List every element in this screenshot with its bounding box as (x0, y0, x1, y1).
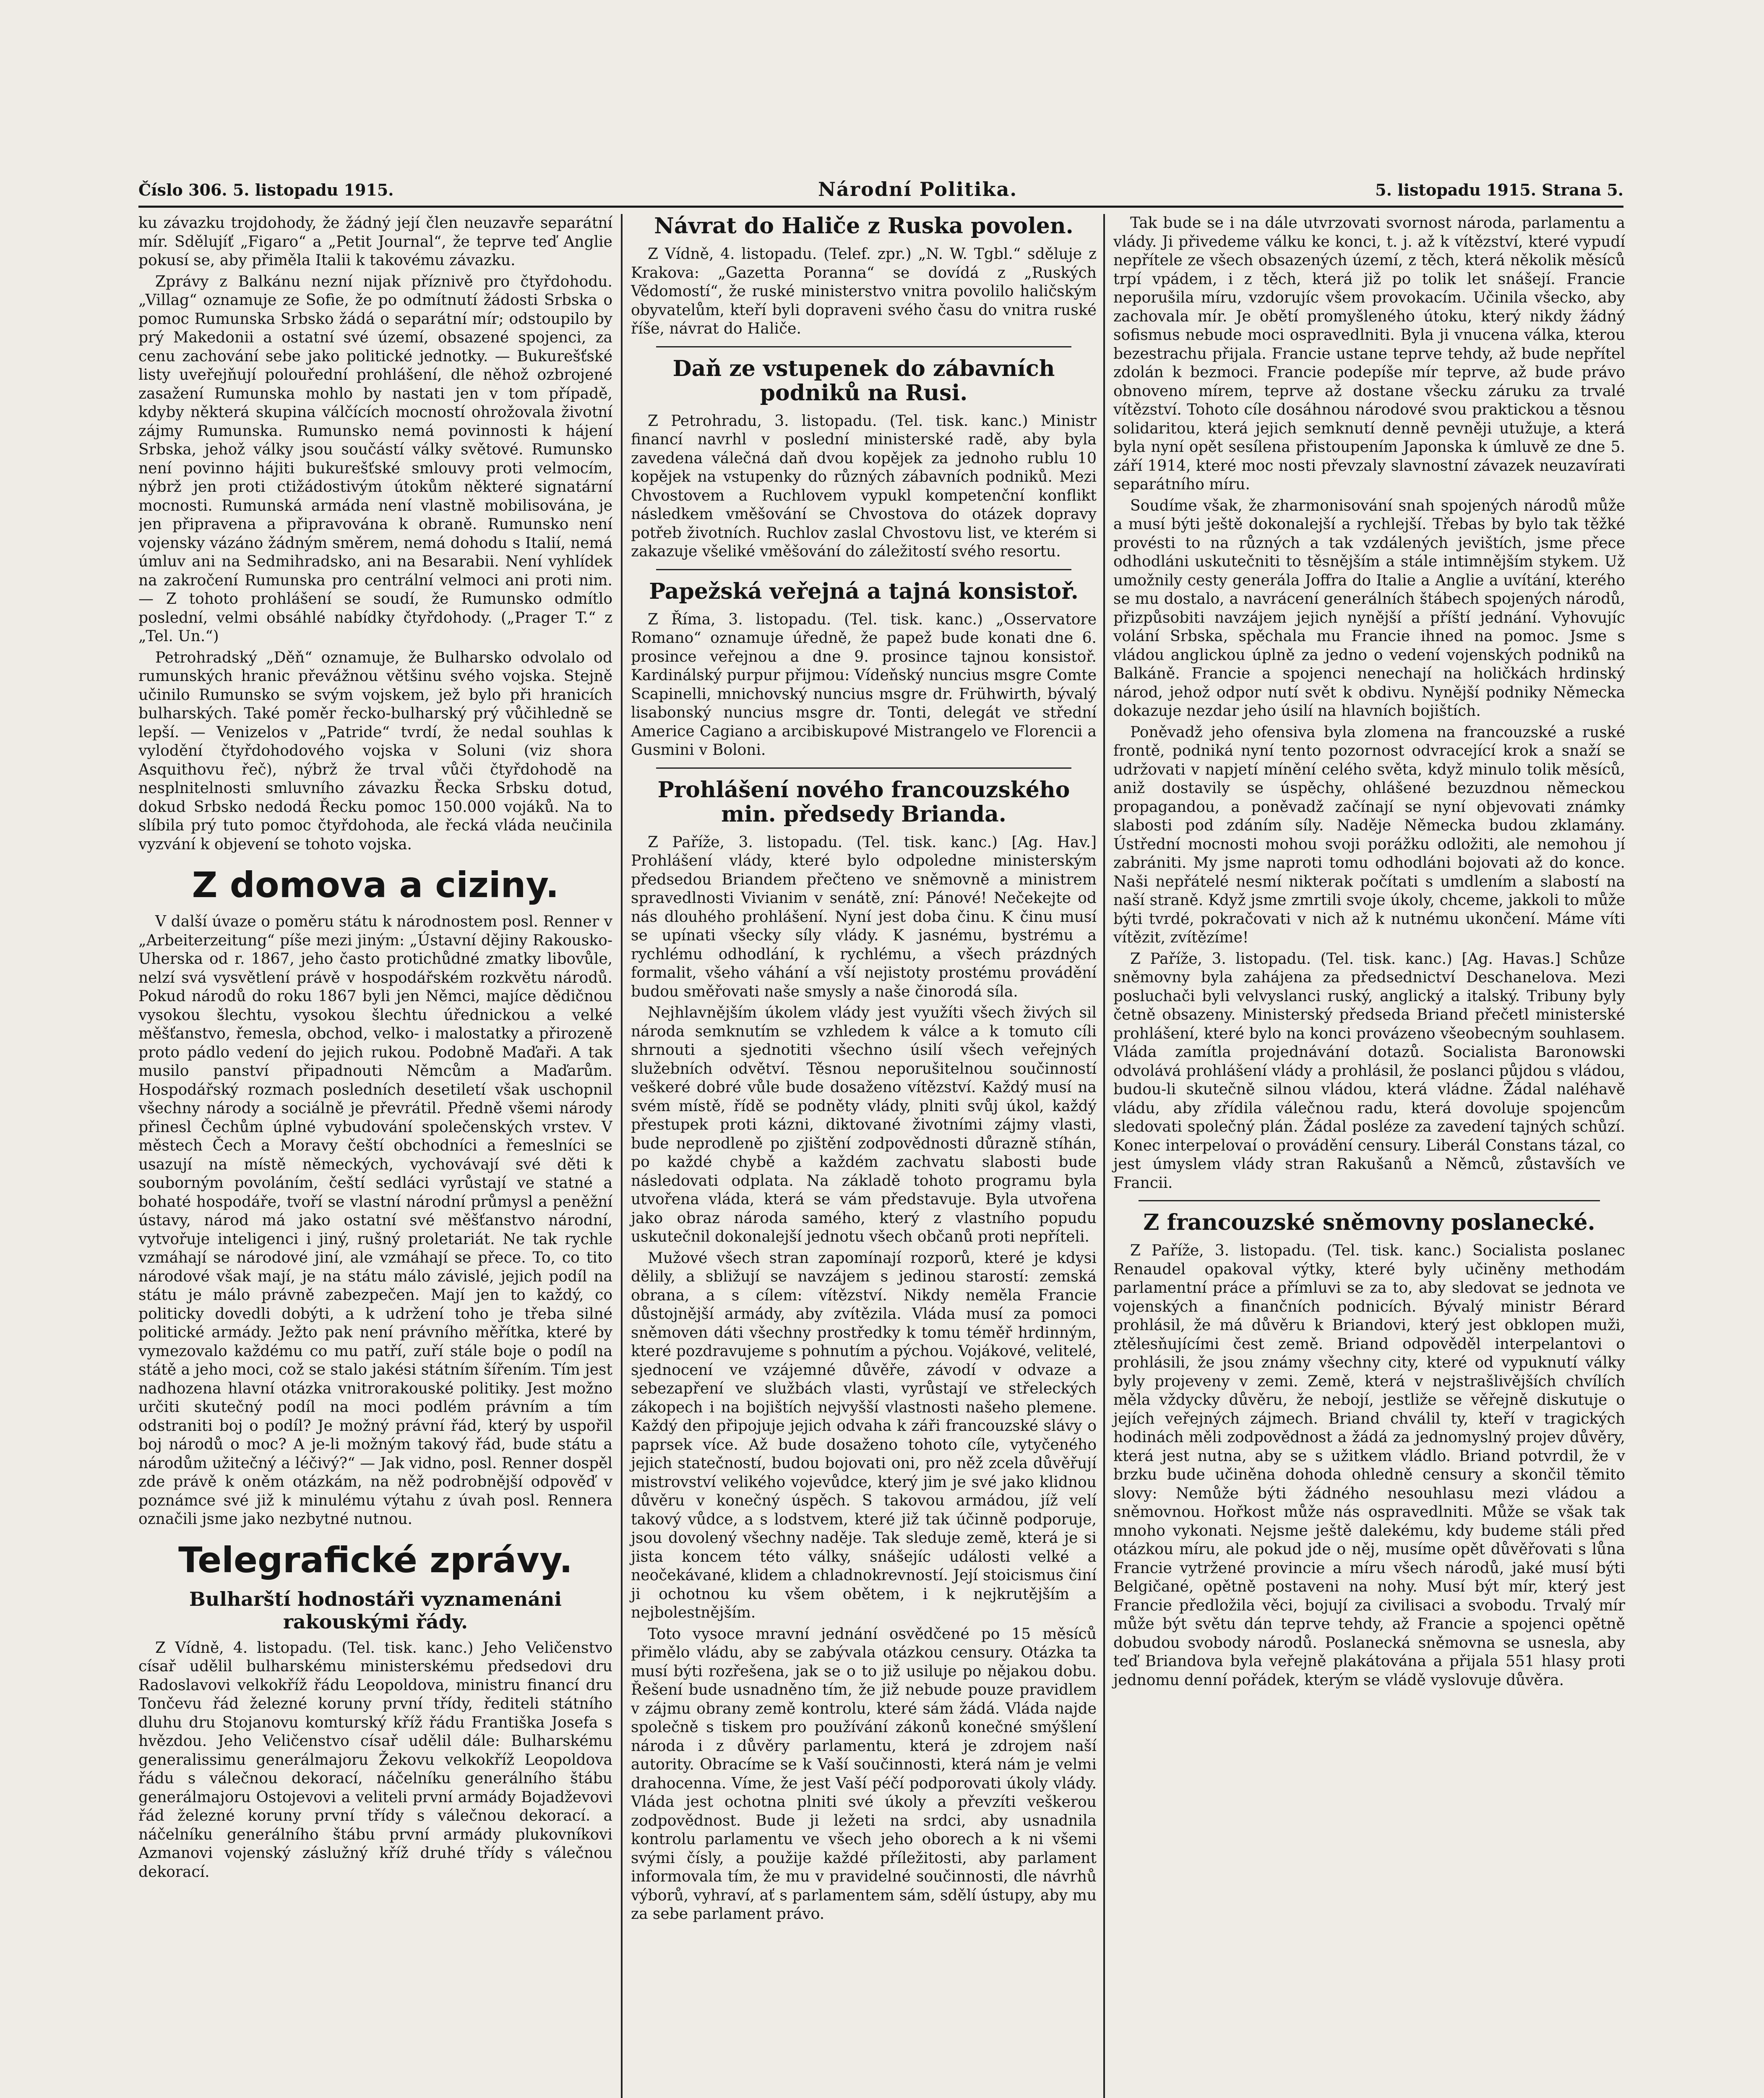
column-1 (138, 214, 612, 2098)
article-paragraph: Z Petrohradu, 3. listopadu. (Tel. tisk. kanc.) Ministr financí navrhl v poslední ministerské radě, aby byla zavedena válečná daň dvou kopějek za jednoho rublu 10 kopějek na vstupenky do různých zábavních podniků. Mezi Chvostovem a Ruchlovem vypukl kompetenční konflikt následkem vměšování se Chvostova do otázek dopravy potřeb životních. Ruchlov zaslal Chvostovu list, ve kterém si zakazuje všeliké vměšování do záležitostí svého resortu. (631, 412, 1097, 560)
article-paragraph: Z Vídně, 4. listopadu. (Telef. zpr.) „N. W. Tgbl.“ sděluje z Krakova: „Gazetta Poranna“ se dovídá z „Ruských Vědomostí“, že ruské ministerstvo vnitra povolilo haličským obyvatelům, kteří byli dopraveni svého času do vnitra ruské říše, návrat do Haliče. (631, 245, 1097, 337)
article-headline: Prohlášení nového francouzského min. předsedy Brianda. (657, 777, 1070, 827)
section-heading: Z domova a ciziny. (192, 864, 559, 905)
article-headline: Daň ze vstupenek do zábavních podniků na Rusi. (672, 355, 1055, 406)
article-paragraph: Mužové všech stran zapomínají rozporů, které je kdysi dělily, a sbližují se navzájem s jedinou starostí: zemská obrana, a s cílem: vítězství. Nikdy neměla Francie důstojnější armády, aby zvítězila. Vláda musí za pomoci sněmoven dáti všechny prostředky k tomu téměř hrdinným, které pozdravujeme s pohnutím a pýchou. Vojákové, velitelé, sjednocení ve vzájemné důvěře, závodí v odvaze a sebezapření ve službách vlasti, vyrůstají ve střeleckých zákopech i na bojištích nejvyšší vlastnosti našeho plemene. Každý den připojuje jejich odvaha k záři francouzské slávy o paprsek více. Až bude dosaženo tohoto cíle, vytyčeného jejich statečností, budou bojovati oni, pro něž zcela důvěřují mistrovství velikého vojevůdce, který jim je své jako klidnou důvěru v konečný úspěch. S takovou armádou, jíž velí takový vůdce, a s lodstvem, které již tak účinně podporuje, jsou dovolený všechny naděje. Tak sleduje země, která je si jista koncem této války, snášejíc události velké a neočekávané, klidem a chladnokrevností. Její stoicismus činí ji ochotnou ku všem obětem, i k nejkrutějším a nejbolestnějším. (631, 1249, 1097, 1621)
article-paragraph: Toto vysoce mravní jednání osvědčené po 15 měsíců přimělo vládu, aby se zabývala otázkou censury. Otázka ta musí býti rozřešena, jak se o to již usiluje po nějakou dobu. Řešení bude usnadněno tím, že již nebude pouze pravidlem v zájmu obrany země kontrolu, které sám žádá. Vláda najde společně s tiskem pro používání zákonů konečné smýšlení národa i z důvěry parlamentu, která je zdrojem naší autority. Obracíme se k Vaší součinnosti, která nám je velmi drahocenna. Víme, že jest Vaší péčí podporovati úkoly vlády. Vláda jest ochotna plniti své úkoly a převzíti veškerou zodpovědnost. Bude ji ležeti na srdci, aby usnadnila kontrolu parlamentu ve všech jeho oborech a k ni všemi svými čísly, a použije každé příležitosti, aby parlament informovala tím, že mu v pravidelné součinnosti, dle návrhů výborů, vyhraví, ať s parlamentem sám, sdělí ústupy, aby mu za sebe parlament právo. (631, 1625, 1097, 1923)
article-headline: Návrat do Haliče z Ruska povolen. (654, 214, 1074, 239)
article-paragraph: Petrohradský „Děň“ oznamuje, že Bulharsko odvolalo od rumunských hranic převážnou většinu svého vojska. Stejně učinilo Rumunsko se svým vojskem, jež bylo při hranicích bulharských. Také poměr řecko-bulharský prý vůčihledně se lepší. — Venizelos v „Patride“ tvrdí, že nedal souhlas k vylodění čtyřdohodového vojska v Soluni (viz shora Asquithovu řeč), nýbrž že trval vůči čtyřdohodě na nesplnitelnosti smluvního závazku Řecka Srbsku dotud, dokud Srbsko nedodá Řecku pomoc 150.000 vojáků. Na to slíbila prý tuto pomoc čtyřdohoda, ale řecká vláda neučinila vyzvání k objevení se tohoto vojska. (138, 649, 612, 853)
divider (1139, 1200, 1600, 1201)
article-paragraph: V další úvaze o poměru státu k národnostem posl. Renner v „Arbeiterzeitung“ píše mezi jiným: „Ústavní dějiny Rakousko-Uherska od r. 1867, jeho často protichůdné zmatky libovůle, nelzí svá vysvětlení právě v hospodářském rozkvětu národů. Pokud národů do roku 1867 byli jen Němci, majíce dědičnou vysokou šlechtu, vysokou šlechtu úřednickou a velké měšťanstvo, řemesla, obchod, velko- i malostatky a přirozeně proto pádlo vedení do jejich rukou. Podobně Maďaři. A tak musilo panství připadnouti Němcům a Maďarům. Hospodářský rozmach posledních desetiletí však uschopnil všechny národy a sociálně je převrátil. Předně všemi národy přinesl Čechům úplné vybudování společenských vrstev. V městech Čech a Moravy čeští obchodníci a řemeslníci se usazují na místě německých, vychovávají své děti k souborným povoláním, čeští sedláci vyrůstají ve statné a bohaté hospodáře, tvoří se vlastní národní průmysl a peněžní ústavy, národ má jako ostatní své měšťanstvo národní, vytvořuje inteligenci i jiný, rušný proletariát. Ne tak rychle vzmáhají se národové jiní, ale vzmáhají se přece. To, co tito národové však mají, je na státu málo závislé, jejich podíl na státu je málo právně zabezpečen. Mají jen to každý, co politicky dovedli dobýti, a k udržení toho je třeba silné politické armády. Ježto pak není právního měřítka, které by vymezovalo každému co mu patří, zuří stále boje o podíl na státě a jeho moci, což se stalo jakési státním šířením. Tím jest nadhozena hlavní otázka vnitrorakouské politiky. Jest možno určiti skutečný podíl na moci podlém právním a tím odstraniti boj o podíl? Je možný právní řád, který by uspořil boj národů o moc? A je-li možným takový řád, bude státu a národům užitečný a léčivý?“ — Jak vidno, posl. Renner dospěl zde právě k oněm otázkám, na něž podrobnější odpověď v poznámce své již k minulému výtahu z úvah posl. Rennera označili jsme jako nezbytné nutnou. (138, 913, 612, 1528)
article-headline: Bulharští hodnostáři vyznamenáni rakouskými řády. (189, 1587, 562, 1633)
article-headline: Z francouzské sněmovny poslanecké. (1143, 1210, 1595, 1235)
column-2 (621, 214, 1097, 2098)
article-paragraph: Nejhlavnějším úkolem vlády jest využíti všech živých sil národa semknutím se vzhledem k válce a k tomuto cíli shrnouti a sjednotiti všechno úsilí všech veřejných služebních odvětví. Těsnou neporušitelnou součinností veškeré dobré vůle bude dosaženo vítězství. Každý musí na svém místě, řídě se podněty vlády, plniti svůj úkol, každý přestupek proti kázni, diktované životními zájmy vlasti, bude neprodleně po zjištění zodpovědnosti důrazně stíhán, po každé chybě a každém zachvatu slabosti bude následovati odplata. Na základě tohoto programu byla utvořena vláda, která se vám představuje. Byla utvořena jako obraz národa samého, který z vlastního popudu uskutečnil dokonalejší jednotu všech občanů proti nepříteli. (631, 1004, 1097, 1245)
article-paragraph: Poněvadž jeho ofensiva byla zlomena na francouzské a ruské frontě, podniká nyní tento pozornost odvracející krok a snaží se udržovati v napjetí mínění celého světa, když minulo tolik měsíců, aniž dostavily se úspěchy, ohlášené bezuzdnou německou propagandou, a poněvadž začínají se nyní objevovati známky slabosti pod zdáním síly. Naděje Německa budou zklamány. Ústřední mocnosti mohou svoji porážku odložiti, ale nemohou jí zabrániti. My jsme naproti tomu odhodláni bojovati až do konce. Naši nepřátelé nesmí nikterak počítati s umdlením a slabostí na naší straně. Když jsme zmrtili svoje úkoly, chceme, jakkoli to může býti tvrdé, pokračovati v nich až k nutnému ukončení. Máme víti vítězit, zvítězíme! (1113, 723, 1625, 946)
article-paragraph: Z Paříže, 3. listopadu. (Tel. tisk. kanc.) [Ag. Havas.] Schůze sněmovny byla zahájena za předsednictví Deschanelova. Mezi posluchači byli velvyslanci ruský, anglický a italský. Tribuny byly četně obsazeny. Ministerský předseda Briand přečetl ministerské prohlášení, které bylo na konci provázeno všeobecným souhlasem. Vláda zamítla projednávání dotazů. Socialista Baronowski odvolává prohlášení vlády a prohlásil, že poslanci půjdou s vládou, budou-li skutečně silnou vládou, která vládne. Žádal naléhavě vládu, aby zřídila válečnou radu, která dovoluje spojencům sledovati společný plán. Žádal posléze za zavedení tajných schůzí. Konec interpelovaí o provádění censury. Liberál Constans tázal, co jest úmyslem vlády stran Rakušanů a Němců, zůstavších ve Francii. (1113, 950, 1625, 1192)
masthead: Národní Politika. (818, 178, 1018, 201)
column-3 (1103, 214, 1625, 2098)
issue-date: Číslo 306. 5. listopadu 1915. (138, 180, 394, 199)
divider (656, 767, 1071, 769)
page-header (138, 176, 1623, 208)
article-paragraph: Z Paříže, 3. listopadu. (Tel. tisk. kanc.) Socialista poslanec Renaudel opakoval výtky, které byly učiněny methodám parlamentní práce a přímluvi se za to, aby sledovat se jednota ve vojenských a finančních podnicích. Bývalý ministr Bérard prohlásil, že má důvěru k Briandovi, který jest obklopen muži, ztělesňujícími čest země. Briand odpověděl interpelantovi o prohlásili, že jsou známy všechny city, které od vypuknutí války byly projeveny v zemi. Země, která v nejstrašlivějších chvílích měla vždycky důvěru, že nebojí, jestliže se věřejně diskutuje o jejích veřejných zájmech. Briand chválil ty, kteří v tragických hodinách měli zodpovědnost a žádá za jednomyslný projev důvěry, která jest nutna, aby se s užitkem vládlo. Briand potvrdil, že v brzku bude učiněna dohoda ohledně censury a skončil těmito slovy: Nemůže býti žádného nesouhlasu mezi vládou a sněmovnou. Hořkost může nás ospravedlniti. Může se však tak mnoho vykonati. Nejsme ještě dalekému, kdy budeme stáli před otázkou míru, ale pokud jde o něj, musíme opět důvěřovati s lůna Francie vytržené provincie a míru všech národů, jaké musí býti Belgičané, opětně postaveni na nohy. Musí být mír, který jest Francie předložila věci, bojují za civilisaci a svobodu. Trvalý mír může být světu dán teprve tehdy, až Francie a spojenci opětně dobudou svobody národů. Poslanecká sněmovna se usnesla, aby teď Briandova byla veřejně plakátována a přijala 551 hlasy proti jednomu denní pořádek, kterým se vládě vyslovuje důvěra. (1113, 1242, 1625, 1689)
article-paragraph: Tak bude se i na dále utvrzovati svornost národa, parlamentu a vlády. Ji přivedeme válku ke konci, t. j. až k vítězství, které vypudí nepřítele ze všech obsazených území, z těch, která několik měsíců trpí vpádem, i z těch, která již po tolik let snášejí. Francie neporušila míru, vzdorujíc všem provokacím. Učinila všecko, aby zachovala mír. Je obětí promyšleného útoku, který nikdy žádný sofismus nebude moci ospravedlniti. Byla ji vnucena válka, kterou bezestrachu přijala. Francie ustane teprve tehdy, až bude nepřítel zdolán k bezmoci. Francie podepíše mír teprve, až bude právo obnoveno mírem, teprve až dostane všecku záruku za trvalé vítězství. Tohoto cíle dosáhnou národové svou praktickou a těsnou solidaritou, která jejich semknutí denně pevněji utužuje, a která byla nyní opět sesílena přistoupením Japonska k úmluvě ze dne 5. září 1914, které moc nosti převzaly slavnostní závazek neuzavírati separátního míru. (1113, 214, 1625, 493)
divider (656, 346, 1071, 347)
article-paragraph: Z Paříže, 3. listopadu. (Tel. tisk. kanc.) [Ag. Hav.] Prohlášení vlády, které bylo odpoledne ministerským předsedou Briandem přečteno ve sněmovně a ministrem spravedlnosti Vivianim v senátě, zní: Pánové! Nečekejte od nás dlouhého prohlášení. Nyní jest doba činu. K činu musí se upínati všecky síly vlády. K jasnému, bystrému a rychlému odhodlání, k rychlému, a všech prázdných formalit, všeho váhání a vší nejistoty prostému provádění budou směřovati naše smysly a naše činorodá síla. (631, 833, 1097, 1000)
article-paragraph: Zprávy z Balkánu nezní nijak příznivě pro čtyřdohodu. „Villag“ oznamuje ze Sofie, že po odmítnutí žádosti Srbska o pomoc Rumunska Srbsko žádá o separátní mír; odstoupilo by prý Makedonii a ostatní své území, obsazené spojenci, za cenu zachování sebe jako politické jednotky. — Bukurešťské listy uveřejňují polouřední prohlášení, dle něhož ozbrojené zasažení Rumunska mohlo by nastati jen v tom případě, kdyby některá skupina válčících mocností ohrožovala životní zájmy Rumunska. Rumunsko nemá povinnosti k hájení Srbska, jehož války jsou součástí války světové. Rumunsko není povinno hájiti bukurešťské smlouvy proti velmocím, nýbrž jen proti ctižádostivým útokům některé signatární mocnosti. Rumunská armáda není vlastně mobilisována, je jen připravena a připravována k obraně. Rumunsko není vojensky vázáno žádným směrem, nemá dohodu s Italií, nemá úmluv ani na Sedmihradsko, ani na Besarabii. Není vyhlídek na zakročení Rumunska pro centrální velmoci ani proti nim. — Z tohoto prohlášení se soudí, že Rumunsko odmítlo poslední, velmi obsáhlé nabídky čtyřdohody. („Prager T.“ z „Tel. Un.“) (138, 273, 612, 645)
page-number: 5. listopadu 1915. Strana 5. (1375, 180, 1623, 199)
article-paragraph: Z Vídně, 4. listopadu. (Tel. tisk. kanc.) Jeho Veličenstvo císař udělil bulharskému ministerskému předsedovi dru Radoslavovi velkokříž řádu Leopoldova, ministru financí dru Tončevu řád železné koruny první třídy, řediteli státního dluhu dru Stojanovu komturský kříž řádu Františka Josefa s hvězdou. Jeho Veličenstvo císař udělil dále: Bulharskému generalissimu generálmajoru Žekovu velkokříž Leopoldova řádu s válečnou dekorací, náčelníku generálního štábu generálmajoru Ostojevovi a veliteli první armády Bojadževovi řád železné koruny první třídy s válečnou dekorací. a náčelníku generálního štábu první armády plukovníkovi Azmanovi vojenský záslužný kříž druhé třídy s válečnou dekorací. (138, 1639, 612, 1881)
article-headline: Papežská veřejná a tajná konsistoř. (649, 578, 1079, 604)
article-paragraph: Z Říma, 3. listopadu. (Tel. tisk. kanc.) „Osservatore Romano“ oznamuje úředně, že papež bude konati dne 6. prosince veřejnou a dne 9. prosince tajnou konsistoř. Kardinálský purpur přijmou: Vídeňský nuncius msgre Comte Scapinelli, mnichovský nuncius msgre dr. Frühwirth, bývalý lisabonský nuncius msgre dr. Tonti, delegát ve střední Americe Cagiano a arcibiskupové Mistrangelo ve Florencii a Gusmini v Boloni. (631, 611, 1097, 759)
section-heading: Telegrafické zprávy. (178, 1539, 573, 1581)
article-paragraph: Soudíme však, že zharmonisování snah spojených národů může a musí býti ještě dokonalejší a rychlejší. Třebas by bylo tak těžké provésti to na různých a tak vzdálených jevištích, jsme přece odhodláni uskutečniti to těsnějším a stále intimnějším stykem. Už umožnily cesty generála Joffra do Italie a Anglie a uvítání, kterého se mu dostalo, a navrácení generálních štábech spojených národů, přizpůsobiti navzájem jejich nynější a příští jednání. Vyhovujíc volání Srbska, spěchala mu Francie ihned na pomoc. Jsme s vládou anglickou úplně za jedno o vedení vojenských podniků na Balkáně. Francie a spojenci nenechají na holičkách hrdinský národ, jehož odpor nutí svět k obdivu. Nynější podniky Německa dokazuje nezdar jeho úsilí na hlavních bojištích. (1113, 497, 1625, 720)
divider (656, 569, 1071, 570)
article-paragraph: ku závazku trojdohody, že žádný její člen neuzavře separátní mír. Sdělujíť „Figaro“ a „Petit Journal“, že teprve teď Anglie pokusí se, aby přiměla Italii k takovému závazku. (138, 214, 612, 269)
